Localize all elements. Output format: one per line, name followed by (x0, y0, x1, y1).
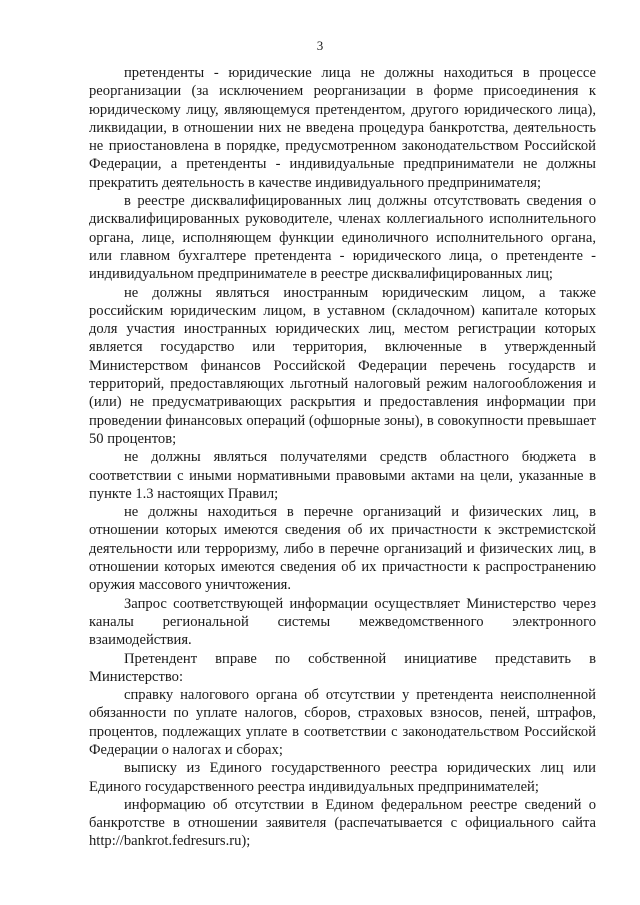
paragraph-foreign-entities: не должны являться иностранным юридическим лицом, а также российским юридическим лицом, в уставном (складочном) капитале которых доля участия иностранных юридических лиц, местом регистрации которых является государство или территория, включенные в утвержденный Министерством финансов Российской Федерации перечень государств и территорий, предоставляющих льготный налоговый режим налогообложения и (или) не предусматривающих раскрытия и предоставления информации при проведении финансовых операций (офшорные зоны), в совокупности превышает 50 процентов; (89, 284, 596, 447)
paragraph-bankruptcy-info: информацию об отсутствии в Едином федеральном реестре сведений о банкротстве в отношении заявителя (распечатывается с официального сайта http://bankrot.fedresurs.ru); (89, 796, 596, 850)
paragraph-budget-recipients: не должны являться получателями средств областного бюджета в соответствии с иными нормативными правовыми актами на цели, указанные в пункте 1.3 настоящих Правил; (89, 449, 596, 502)
paragraph-information-request: Запрос соответствующей информации осуществляет Министерство через каналы региональной системы межведомственного электронного взаимодействия. (89, 595, 596, 649)
paragraph-extremism-list: не должны находиться в перечне организаций и физических лиц, в отношении которых имеются сведения об их причастности к экстремистской деятельности или терроризму, либо в перечне организаций и физических лиц, в отношении которых имеются сведения об их причастности к распространению оружия массового уничтожения. (89, 504, 596, 594)
paragraph-applicant-legal-status: претенденты - юридические лица не должны находиться в процессе реорганизации (за исключением реорганизации в форме присоединения к юридическому лицу, являющемуся претендентом, другого юридического лица), ликвидации, в отношении них не введена процедура банкротства, деятельность не приостановлена в порядке, предусмотренном законодательством Российской Федерации, а претенденты - индивидуальные предприниматели не должны прекратить деятельность в качестве индивидуального предпринимателя; (89, 65, 596, 191)
paragraph-tax-certificate: справку налогового органа об отсутствии у претендента неисполненной обязанности по уплате налогов, сборов, страховых взносов, пеней, штрафов, процентов, подлежащих уплате в соответствии с законодательством Российской Федерации о налогах и сборах; (89, 687, 596, 758)
page-number: 3 (316, 38, 324, 53)
paragraph-registry-extract: выписку из Единого государственного реестра юридических лиц или Единого государственного реестра индивидуальных предпринимателей; (89, 760, 596, 795)
paragraph-disqualified-persons: в реестре дисквалифицированных лиц должны отсутствовать сведения о дисквалифицированных руководителе, членах коллегиального исполнительного органа, лице, исполняющем функции единоличного исполнительного органа, или главном бухгалтере претендента - юридического лица, о претенденте - индивидуальном предпринимателе в реестре дисквалифицированных лиц; (89, 193, 596, 283)
paragraph-applicant-may-submit: Претендент вправе по собственной инициативе представить в Министерство: (89, 650, 596, 685)
document-body (89, 64, 596, 851)
